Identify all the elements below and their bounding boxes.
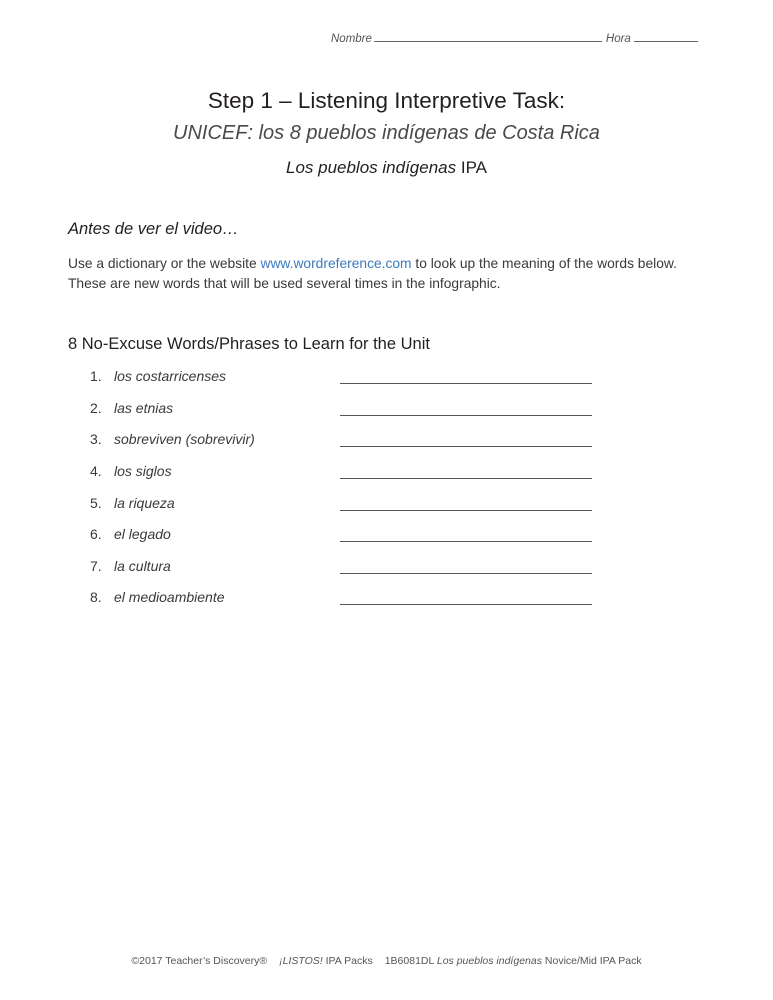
footer-pack-suffix: Novice/Mid IPA Pack xyxy=(544,955,642,967)
page-subtitle: UNICEF: los 8 pueblos indígenas de Costa Rica xyxy=(173,122,600,144)
ipa-title-italic: Los pueblos indígenas xyxy=(285,158,457,177)
instructions-text-1: Use a dictionary or the website xyxy=(68,256,261,271)
vocab-item xyxy=(0,400,773,422)
vocab-item xyxy=(0,526,773,548)
vocab-answer-blank[interactable] xyxy=(340,415,592,416)
instructions-text-2: to look up the meaning of the words below. These are new words that will be used several times in the infographic. xyxy=(68,256,677,291)
vocab-item xyxy=(0,431,773,453)
vocab-term: el medioambiente xyxy=(114,589,225,605)
vocab-answer-blank[interactable] xyxy=(340,478,592,479)
vocab-answer-blank[interactable] xyxy=(340,541,592,542)
footer-product xyxy=(279,955,373,967)
name-label: Nombre xyxy=(331,33,372,45)
page-title: Step 1 – Listening Interpretive Task: xyxy=(207,88,566,113)
vocab-number: 2. xyxy=(90,400,102,416)
vocab-item xyxy=(0,463,773,485)
vocab-term: los siglos xyxy=(114,463,172,479)
vocab-number: 3. xyxy=(90,431,102,447)
hour-label: Hora xyxy=(605,33,631,45)
vocab-number: 6. xyxy=(90,526,102,542)
vocab-number: 8. xyxy=(90,589,102,605)
ipa-title-suffix: IPA xyxy=(460,158,487,177)
vocab-answer-blank[interactable] xyxy=(340,446,592,447)
vocab-term: las etnias xyxy=(114,400,174,416)
ipa-title xyxy=(0,158,773,178)
footer-copyright: ©2017 Teacher’s Discovery® xyxy=(131,955,268,967)
footer-pack xyxy=(385,955,642,967)
hour-blank[interactable] xyxy=(634,31,698,42)
vocab-answer-blank[interactable] xyxy=(340,510,592,511)
vocab-answer-blank[interactable] xyxy=(340,604,592,605)
instructions-paragraph xyxy=(68,254,708,294)
vocab-answer-blank[interactable] xyxy=(340,573,592,574)
vocab-term: los costarricenses xyxy=(114,368,227,384)
vocab-answer-blank[interactable] xyxy=(340,383,592,384)
vocab-item xyxy=(0,368,773,390)
vocab-number: 4. xyxy=(90,463,102,479)
vocab-item xyxy=(0,495,773,517)
vocab-heading: 8 No-Excuse Words/Phrases to Learn for the Unit xyxy=(68,335,430,353)
footer-pack-italic: Los pueblos indígenas xyxy=(436,955,542,967)
footer-product-suffix: IPA Packs xyxy=(325,955,373,967)
name-blank[interactable] xyxy=(374,31,602,42)
footer-code: 1B6081DL xyxy=(384,955,434,967)
vocab-number: 7. xyxy=(90,558,102,574)
vocab-item xyxy=(0,589,773,611)
vocab-term: el legado xyxy=(114,526,171,542)
vocab-term: la riqueza xyxy=(114,495,175,511)
page-footer xyxy=(0,955,773,967)
vocab-item xyxy=(0,558,773,580)
wordreference-link[interactable]: www.wordreference.com xyxy=(260,256,412,271)
vocab-term: sobreviven (sobrevivir) xyxy=(114,431,255,447)
before-video-heading: Antes de ver el video… xyxy=(68,220,239,238)
vocab-number: 5. xyxy=(90,495,102,511)
footer-product-italic: ¡LISTOS! xyxy=(279,955,323,967)
vocab-number: 1. xyxy=(90,368,102,384)
vocab-term: la cultura xyxy=(114,558,171,574)
name-hour-header xyxy=(331,31,707,45)
